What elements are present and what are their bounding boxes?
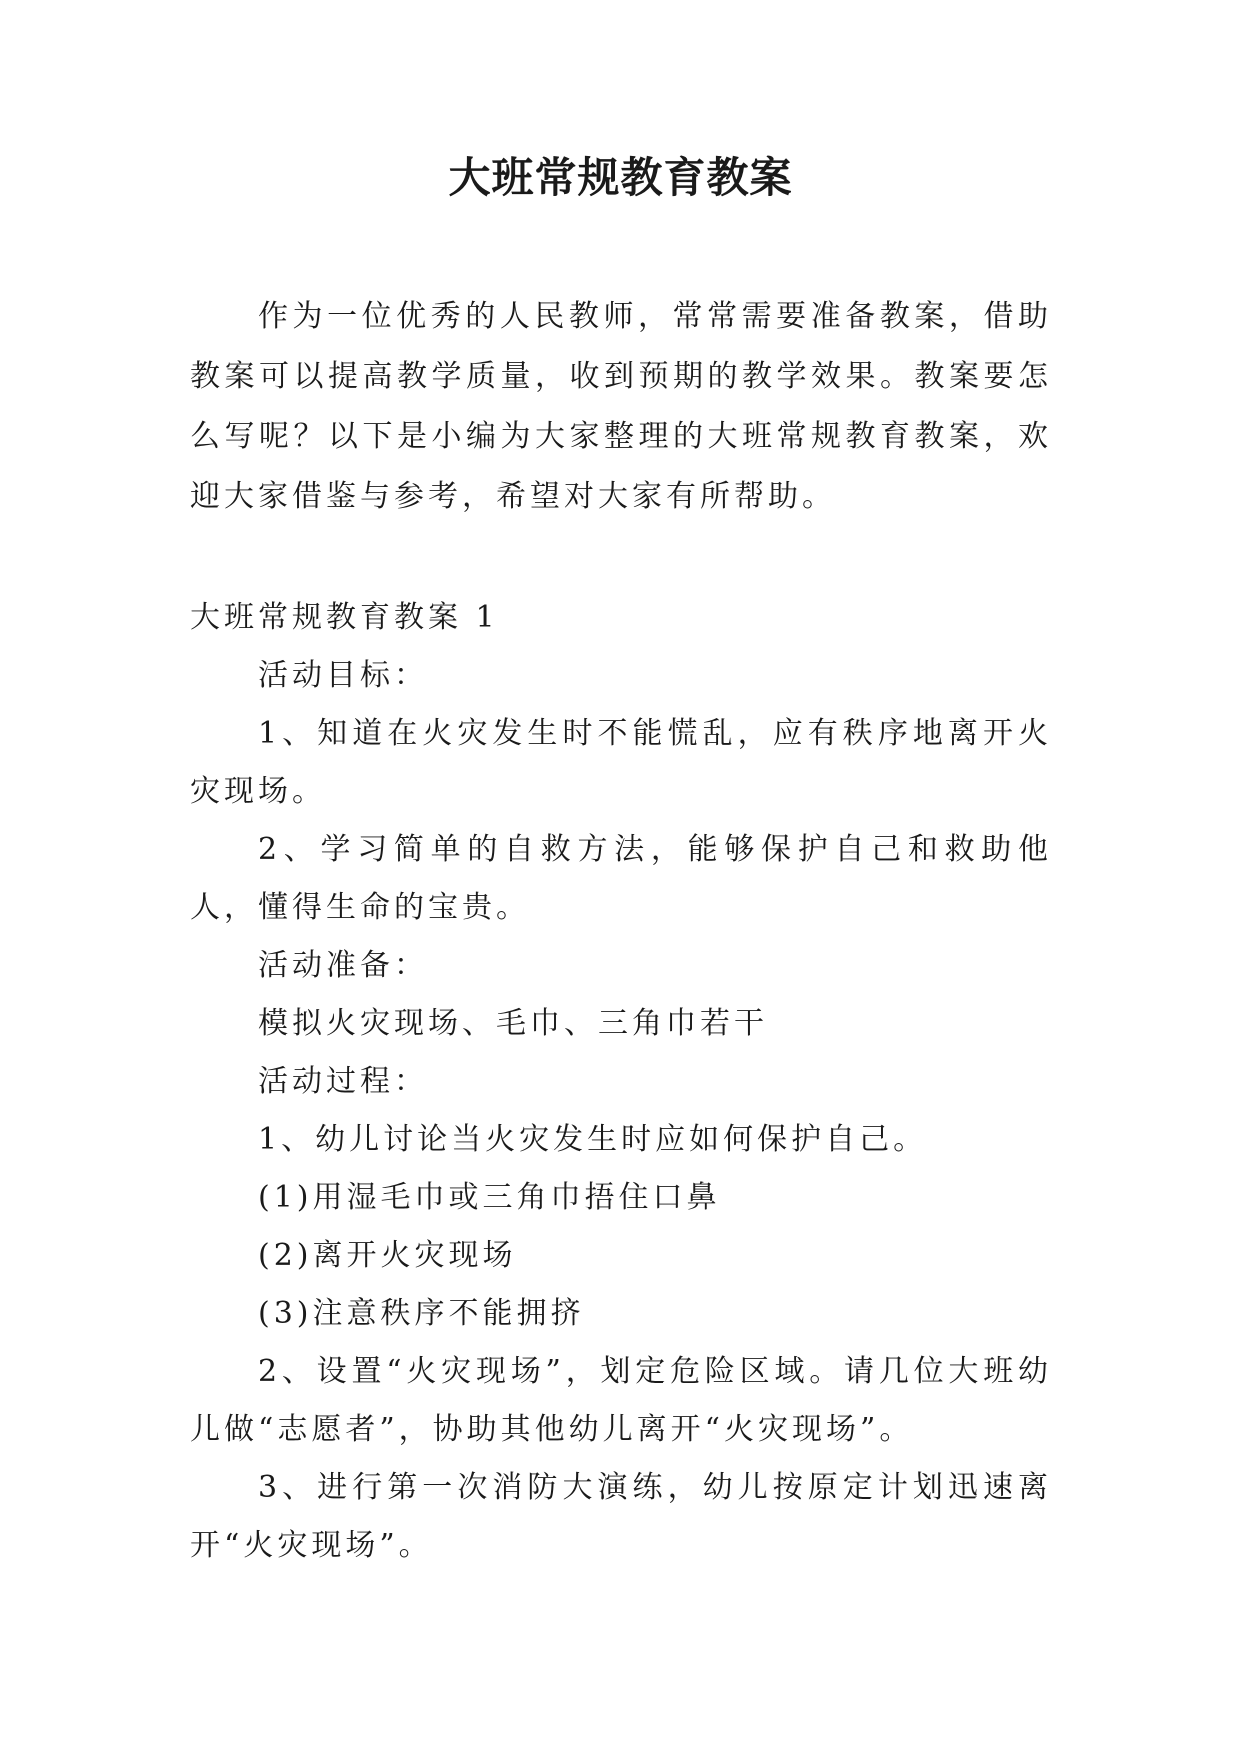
process-substep-1: (1)用湿毛巾或三角巾捂住口鼻 (258, 1180, 721, 1215)
intro-paragraph: 作为一位优秀的人民教师，常常需要准备教案，借助教案可以提高教学质量，收到预期的教学效果。教案要怎么写呢？以下是小编为大家整理的大班常规教育教案，欢迎大家借鉴与参考，希望对大家有所帮助。 (190, 299, 1052, 514)
section-title: 大班常规教育教案 1 (190, 600, 499, 635)
section-body (190, 647, 1052, 1575)
process-step-2: 2、设置“火灾现场”，划定危险区域。请几位大班幼儿做“志愿者”，协助其他幼儿离开“火灾现场”。 (190, 1354, 1052, 1447)
process-step-3: 3、进行第一次消防大演练，幼儿按原定计划迅速离开“火灾现场”。 (190, 1470, 1052, 1563)
preparation-materials: 模拟火灾现场、毛巾、三角巾若干 (258, 1006, 768, 1041)
heading-activity-process: 活动过程： (258, 1064, 428, 1099)
document-title: 大班常规教育教案 (448, 153, 793, 202)
process-substep-2: (2)离开火灾现场 (258, 1238, 517, 1273)
goal-item-1: 1、知道在火灾发生时不能慌乱，应有秩序地离开火灾现场。 (190, 716, 1052, 809)
heading-activity-goals: 活动目标： (258, 658, 428, 693)
heading-activity-preparation: 活动准备： (258, 948, 428, 983)
process-substep-3: (3)注意秩序不能拥挤 (258, 1296, 585, 1331)
document-content (190, 287, 1052, 1563)
goal-item-2: 2、学习简单的自救方法，能够保护自己和救助他人，懂得生命的宝贵。 (190, 832, 1052, 925)
process-step-1: 1、幼儿讨论当火灾发生时应如何保护自己。 (258, 1122, 928, 1157)
